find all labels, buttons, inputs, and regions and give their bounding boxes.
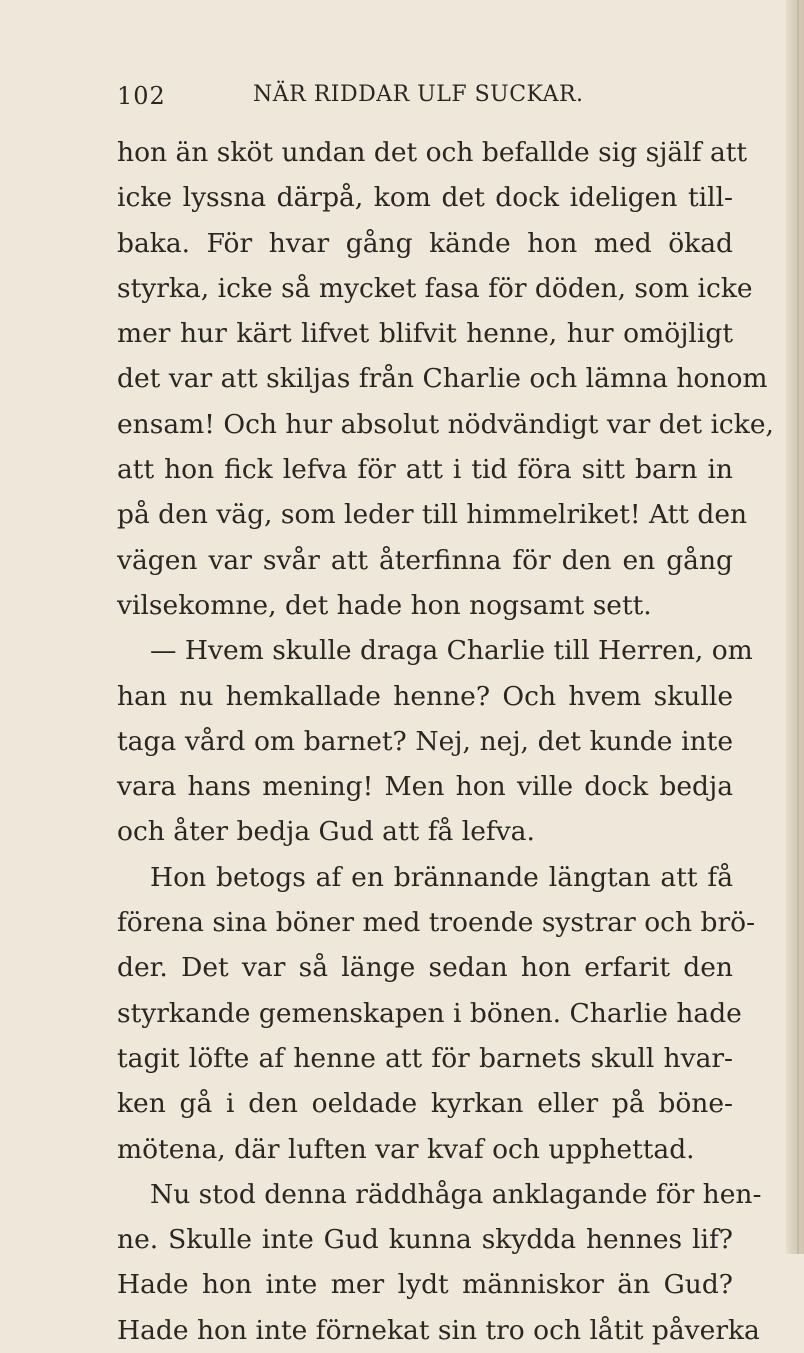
- text-line: Hade hon inte mer lydt människor än Gud?: [117, 1269, 733, 1301]
- body-text: [117, 130, 774, 1353]
- text-line: vara hans mening! Men hon ville dock bedja: [117, 771, 733, 803]
- text-line: mötena, där luften var kvaf och upphettad.: [117, 1133, 695, 1165]
- text-line: förena sina böner med troende systrar och brö-: [117, 907, 756, 939]
- text-line: ken gå i den oeldade kyrkan eller på böne-: [117, 1088, 733, 1120]
- text-line: icke lyssna därpå, kom det dock ideligen till-: [117, 182, 733, 214]
- text-line: Hade hon inte förnekat sin tro och låtit påverka: [117, 1314, 760, 1346]
- text-line: Nu stod denna räddhåga anklagande för hen-: [150, 1178, 762, 1210]
- text-line: tagit löfte af henne att för barnets skull hvar-: [117, 1042, 733, 1074]
- text-line: taga vård om barnet? Nej, nej, det kunde inte: [117, 725, 733, 757]
- text-line: på den väg, som leder till himmelriket! Att den: [117, 499, 748, 531]
- page-header: [117, 82, 737, 114]
- text-line: baka. För hvar gång kände hon med ökad: [117, 227, 733, 259]
- text-line: vilsekomne, det hade hon nogsamt sett.: [117, 589, 652, 621]
- text-line: vägen var svår att återfinna för den en gång: [117, 544, 733, 576]
- text-line: — Hvem skulle draga Charlie till Herren, om: [150, 635, 753, 667]
- text-line: det var att skiljas från Charlie och lämna honom: [117, 363, 768, 395]
- text-line: ne. Skulle inte Gud kunna skydda hennes lif?: [117, 1224, 733, 1256]
- page-number: 102: [117, 82, 166, 110]
- text-line: att hon fick lefva för att i tid föra sitt barn in: [117, 454, 733, 486]
- text-line: Hon betogs af en brännande längtan att få: [150, 861, 733, 893]
- page-edge-line: [797, 0, 799, 1254]
- text-line: mer hur kärt lifvet blifvit henne, hur omöjligt: [117, 318, 733, 350]
- text-line: der. Det var så länge sedan hon erfarit den: [117, 952, 733, 984]
- text-line: och åter bedja Gud att få lefva.: [117, 816, 535, 848]
- text-line: styrkande gemenskapen i bönen. Charlie hade: [117, 997, 742, 1029]
- page-edge: [786, 0, 804, 1254]
- text-line: styrka, icke så mycket fasa för döden, som icke: [117, 272, 753, 304]
- running-title: NÄR RIDDAR ULF SUCKAR.: [253, 82, 584, 107]
- text-line: ensam! Och hur absolut nödvändigt var det icke,: [117, 408, 774, 440]
- text-line: han nu hemkallade henne? Och hvem skulle: [117, 680, 733, 712]
- text-line: hon än sköt undan det och befallde sig själf att: [117, 137, 748, 168]
